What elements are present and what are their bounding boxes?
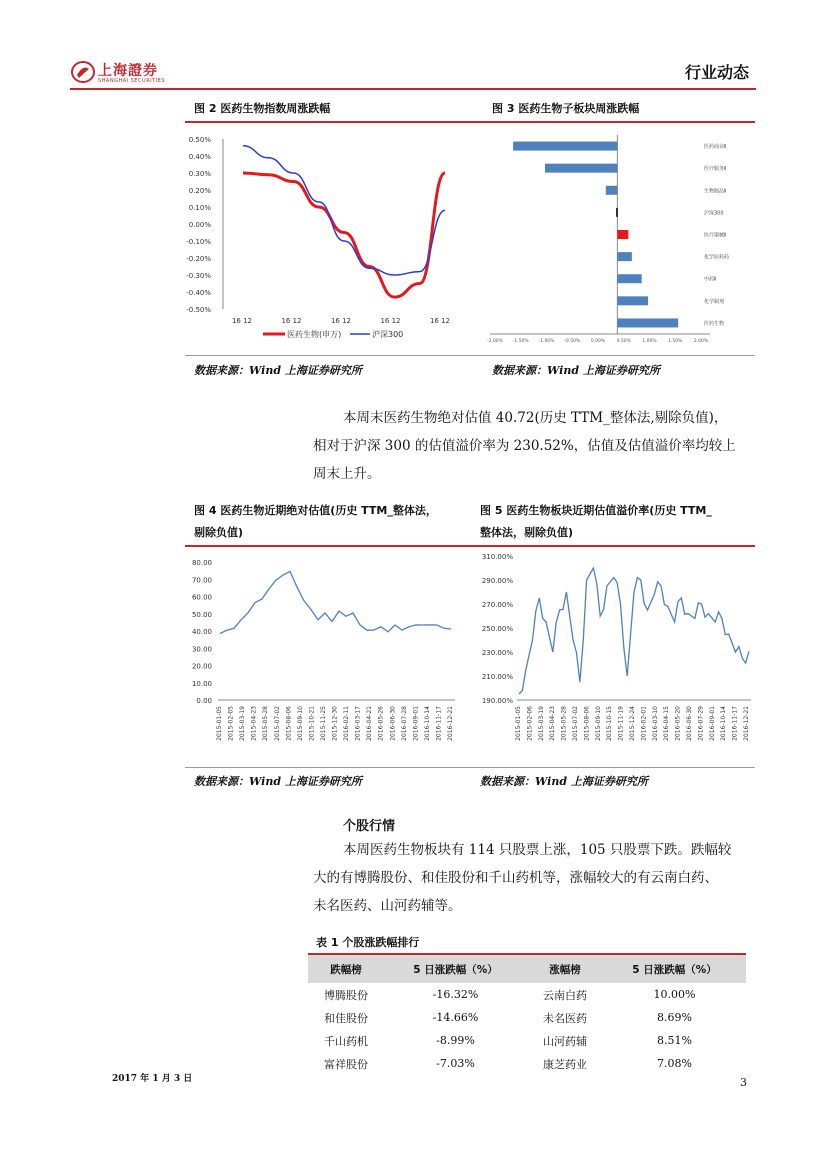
y-tick-label: 270.00% (481, 601, 513, 609)
x-tick-label: 2015-10-21 (308, 706, 316, 741)
y-tick-label: 0.10% (188, 204, 211, 212)
y-tick-label: 0.50% (188, 136, 211, 144)
x-tick-label: -0.50% (564, 339, 581, 344)
x-tick-label: 2015-04-23 (250, 706, 258, 741)
x-tick-label: 2016-10-14 (720, 706, 728, 741)
x-tick-label: 2016-11-17 (731, 706, 739, 741)
x-tick-label: 2016-10-14 (423, 706, 431, 741)
table-cell: 8.69% (657, 1011, 692, 1024)
table-header-cell: 5 日涨跌幅（%） (384, 955, 527, 983)
table-cell: 未名医药 (543, 1011, 587, 1025)
bar-category-label: 中药Ⅱ (704, 276, 717, 283)
x-tick-label: 16 12 (330, 317, 352, 325)
table-cell: 富祥股份 (324, 1057, 369, 1071)
table-header-cell: 跌幅榜 (308, 955, 384, 983)
x-tick-label: 2016-03-17 (354, 706, 362, 741)
header-rule (70, 88, 756, 90)
figure-3-source: 数据来源：Wind 上海证券研究所 (492, 364, 660, 377)
bar (513, 142, 617, 151)
bar (545, 164, 617, 173)
x-tick-label: 2015-05-28 (262, 706, 270, 741)
y-tick-label: 290.00% (481, 577, 513, 585)
table-cell: 千山药机 (324, 1034, 369, 1048)
x-tick-label: 2015-09-10 (594, 706, 602, 741)
pe-series-line (220, 571, 451, 633)
series-line-sector (243, 173, 445, 297)
x-tick-label: 2016-05-20 (674, 706, 682, 741)
x-tick-label: 2016-04-15 (663, 706, 671, 741)
table-header-row (308, 955, 746, 983)
bar (617, 318, 678, 327)
paragraph-1-line-2: 相对于沪深 300 的估值溢价率为 230.52%，估值及估值溢价率均较上 (313, 438, 736, 454)
figure-2-3-bottom-rule (185, 355, 755, 356)
y-tick-label: 10.00 (191, 679, 212, 688)
bar-category-label: 医药商业Ⅱ (704, 144, 727, 151)
x-tick-label: 2015-10-15 (606, 706, 614, 741)
x-tick-label: 2015-09-10 (296, 706, 304, 741)
table-cell: -16.32% (432, 988, 479, 1001)
y-tick-label: 0.00 (196, 697, 212, 705)
figure-3-title: 图 3 医药生物子板块周涨跌幅 (492, 102, 640, 115)
x-tick-label: 2015-01-05 (216, 706, 223, 741)
figure-2-title: 图 2 医药生物指数周涨跌幅 (194, 102, 331, 115)
x-tick-label: 0.50% (616, 339, 631, 344)
x-tick-label: 2016-03-10 (651, 706, 659, 741)
logo-subtext: SHANGHAI SECURITIES (98, 78, 166, 84)
x-tick-label: 2016-06-30 (686, 706, 693, 741)
y-tick-label: 40.00 (191, 628, 212, 636)
figure-2-source: 数据来源：Wind 上海证券研究所 (194, 364, 362, 377)
y-tick-label: 80.00 (191, 559, 212, 567)
paragraph-2-line-1: 本周医药生物板块有 114 只股票上涨，105 只股票下跌。跌幅较 (343, 842, 732, 858)
footer-date: 2017 年 1 月 3 日 (112, 1074, 193, 1084)
legend-label: 沪深300 (372, 330, 404, 339)
x-tick-label: 2016-02-11 (343, 706, 351, 741)
paragraph-2-line-3: 未名医药、山河药辅等。 (313, 898, 462, 914)
table-cell: 博腾股份 (324, 988, 369, 1002)
x-tick-label: 2015-07-02 (273, 706, 281, 741)
y-tick-label: 230.00% (481, 649, 513, 657)
table-row (308, 1006, 746, 1029)
x-tick-label: 0.00% (590, 339, 606, 344)
logo-icon (70, 60, 96, 84)
figure-5-source: 数据来源：Wind 上海证券研究所 (480, 775, 648, 788)
bar (616, 208, 618, 217)
table-header-cell: 涨幅榜 (527, 955, 603, 983)
y-tick-label: -0.20% (186, 255, 211, 263)
bar-category-label: 医疗服务Ⅱ (704, 166, 727, 173)
x-tick-label: 2015-05-28 (560, 706, 568, 741)
x-tick-label: 2016-12-21 (447, 706, 454, 741)
x-tick-label: -2.00% (487, 339, 503, 344)
bar (617, 274, 641, 283)
figure-4-5-bottom-rule (185, 767, 755, 768)
y-tick-label: 30.00 (191, 645, 212, 654)
table-cell: 10.00% (653, 988, 696, 1001)
table-cell: 山河药辅 (543, 1034, 587, 1048)
figure-4-chart (185, 552, 465, 764)
series-line-benchmark (243, 146, 445, 275)
x-tick-label: 16 12 (231, 317, 253, 325)
x-tick-label: 16 12 (281, 317, 302, 325)
x-tick-label: 2015-07-02 (572, 706, 579, 741)
bar (617, 252, 631, 261)
x-tick-label: 1.00% (642, 339, 657, 344)
table-row (308, 1029, 746, 1052)
table-cell: 8.51% (657, 1034, 692, 1047)
table-header-cell: 5 日涨跌幅（%） (603, 955, 746, 983)
table-cell: -14.66% (432, 1011, 479, 1024)
y-tick-label: 250.00% (481, 625, 513, 633)
figure-4-title-line-2: 剔除负值) (194, 526, 244, 539)
stock-ranking-table (308, 955, 746, 1075)
y-tick-label: 20.00 (191, 662, 212, 671)
figure-5-chart (475, 548, 757, 764)
x-tick-label: 2.00% (693, 339, 709, 344)
x-tick-label: 2016-02-01 (640, 706, 648, 741)
header-title: 行业动态 (684, 63, 749, 82)
y-tick-label: -0.30% (186, 272, 211, 280)
y-tick-label: -0.40% (186, 289, 211, 297)
x-tick-label: 2016-06-30 (389, 706, 397, 741)
x-tick-label: 2016-09-01 (412, 706, 420, 741)
legend-label: 医药生物(申万) (287, 330, 342, 339)
y-tick-label: -0.10% (186, 238, 211, 246)
x-tick-label: 2016-09-01 (708, 706, 716, 741)
bar (617, 230, 628, 239)
y-tick-label: 310.00% (481, 553, 513, 561)
table-row (308, 1052, 746, 1075)
paragraph-2-line-2: 大的有博腾股份、和佳股份和千山药机等，涨幅较大的有云南白药、 (313, 870, 718, 886)
x-tick-label: 2015-02-06 (526, 706, 534, 741)
y-tick-label: 0.00% (188, 221, 211, 229)
table-cell: 和佳股份 (324, 1011, 369, 1025)
x-tick-label: 2015-11-25 (319, 706, 327, 741)
bar (617, 296, 648, 305)
figure-2-chart (185, 127, 475, 352)
table-cell: -7.03% (436, 1057, 475, 1070)
table-cell: 7.08% (657, 1057, 692, 1070)
x-tick-label: 2016-11-17 (435, 706, 443, 741)
figure-5-title-line-2: 整体法，剔除负值) (480, 526, 574, 539)
x-tick-label: 16 12 (380, 317, 401, 325)
brand-logo (70, 58, 180, 88)
x-tick-label: -1.00% (538, 339, 555, 344)
y-tick-label: -0.50% (186, 306, 211, 314)
bar-category-label: 医疗器械Ⅱ (704, 232, 727, 239)
x-tick-label: 16 12 (429, 317, 451, 325)
x-tick-label: 2015-03-19 (537, 706, 545, 741)
figure-4-5-top-rule (185, 545, 755, 547)
table-1-title: 表 1 个股涨跌幅排行 (316, 936, 420, 949)
section-subheading: 个股行情 (343, 819, 396, 834)
y-tick-label: 60.00 (191, 593, 212, 602)
x-tick-label: -1.50% (512, 339, 529, 344)
bar-category-label: 医药生物 (704, 320, 725, 327)
table-cell: 云南白药 (543, 988, 587, 1002)
figure-2-3-top-rule (185, 121, 755, 123)
table-cell: 康芝药业 (543, 1057, 587, 1071)
y-tick-label: 70.00 (191, 576, 212, 585)
x-tick-label: 2015-04-23 (549, 706, 557, 741)
x-tick-label: 2015-12-24 (629, 706, 636, 741)
bar (606, 186, 618, 195)
page-number: 3 (740, 1076, 747, 1089)
y-tick-label: 190.00% (481, 697, 513, 705)
paragraph-1-line-1: 本周末医药生物绝对估值 40.72(历史 TTM_整体法,剔除负值)， (343, 410, 728, 426)
table-row (308, 983, 746, 1006)
y-tick-label: 210.00% (481, 673, 513, 681)
y-tick-label: 0.40% (188, 153, 211, 161)
x-tick-label: 2016-07-28 (400, 706, 408, 741)
x-tick-label: 2015-08-06 (285, 706, 293, 741)
x-tick-label: 2016-04-21 (366, 706, 374, 741)
x-tick-label: 1.50% (668, 339, 683, 344)
x-tick-label: 2016-07-29 (697, 706, 705, 741)
x-tick-label: 2015-01-05 (515, 706, 522, 741)
x-tick-label: 2015-08-06 (583, 706, 591, 741)
x-tick-label: 2015-03-19 (239, 706, 247, 741)
figure-4-title-line-1: 图 4 医药生物近期绝对估值(历史 TTM_整体法， (194, 504, 437, 517)
bar-category-label: 生物制品Ⅱ (704, 188, 727, 195)
premium-series-line (519, 568, 749, 694)
x-tick-label: 2015-02-05 (227, 706, 235, 741)
figure-3-chart (485, 127, 757, 352)
y-tick-label: 0.20% (188, 187, 211, 195)
x-tick-label: 2016-12-21 (743, 706, 750, 741)
x-tick-label: 2015-12-30 (331, 706, 339, 741)
logo-text: 上海證券 (98, 63, 158, 79)
bar-category-label: 化学制剂 (704, 298, 725, 305)
y-tick-label: 0.30% (188, 170, 211, 178)
figure-5-title-line-1: 图 5 医药生物板块近期估值溢价率(历史 TTM_ (480, 504, 712, 517)
paragraph-1-line-3: 周末上升。 (313, 466, 381, 482)
x-tick-label: 2016-05-26 (377, 706, 385, 741)
figure-4-source: 数据来源：Wind 上海证券研究所 (194, 775, 362, 788)
bar-category-label: 沪深300 (704, 210, 724, 217)
bar-category-label: 化学原料药 (704, 254, 730, 261)
table-cell: -8.99% (436, 1034, 475, 1047)
y-tick-label: 50.00 (191, 610, 212, 619)
x-tick-label: 2015-11-19 (617, 706, 625, 741)
